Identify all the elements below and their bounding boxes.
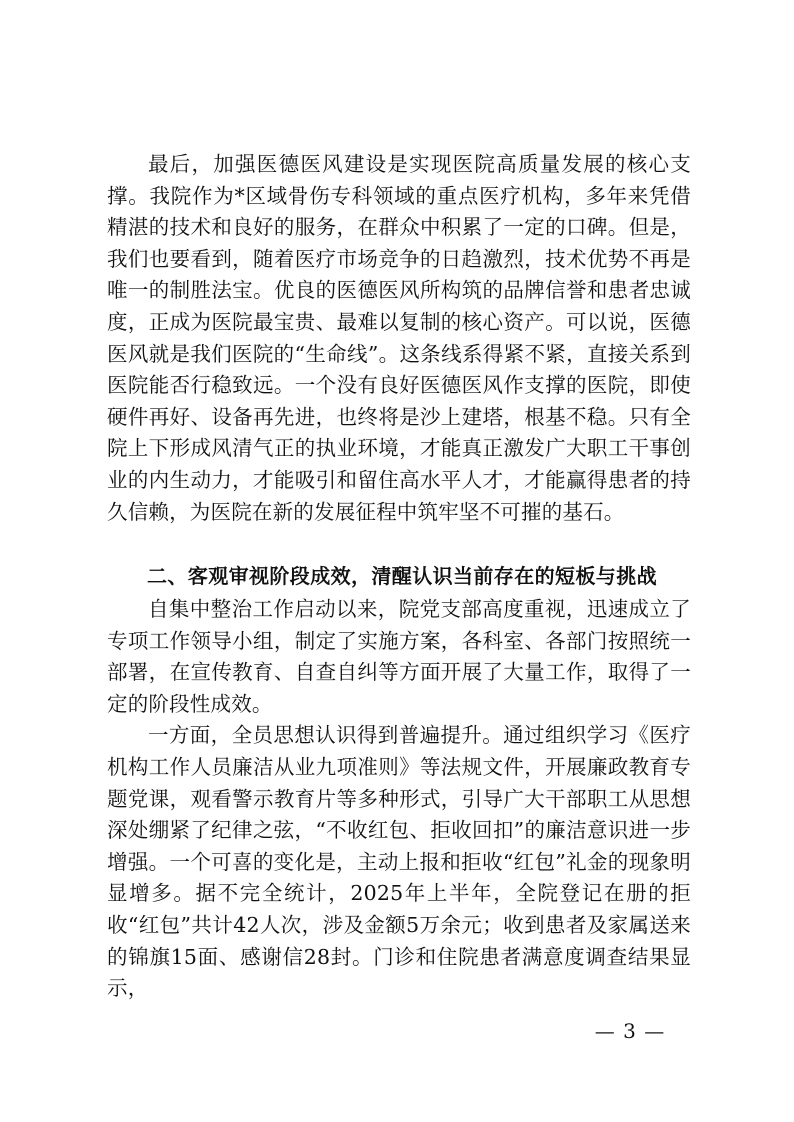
body-text-block-top	[107, 149, 691, 528]
paragraph-hospital-ethics-core-support: 最后，加强医德医风建设是实现医院高质量发展的核心支撑。我院作为*区域骨伤专科领域的重点医疗机构，多年来凭借精湛的技术和良好的服务，在群众中积累了一定的口碑。但是，我们也要看到，随着医疗市场竞争的日趋激烈，技术优势不再是唯一的制胜法宝。优良的医德医风所构筑的品牌信誉和患者忠诚度，正成为医院最宝贵、最难以复制的核心资产。可以说，医德医风就是我们医院的“生命线”。这条线系得紧不紧，直接关系到医院能否行稳致远。一个没有良好医德医风作支撑的医院，即使硬件再好、设备再先进，也终将是沙上建塔，根基不稳。只有全院上下形成风清气正的执业环境，才能真正激发广大职工干事创业的内生动力，才能吸引和留住高水平人才，才能赢得患者的持久信赖，为医院在新的发展征程中筑牢坚不可摧的基石。	[107, 152, 691, 524]
paragraph-work-launched: 自集中整治工作启动以来，院党支部高度重视，迅速成立了专项工作领导小组，制定了实施方案，各科室、各部门按照统一部署，在宣传教育、自查自纠等方面开展了大量工作，取得了一定的阶段性成效。	[107, 597, 691, 716]
page-number: — 3 —	[594, 1019, 666, 1043]
section-heading: 二、客观审视阶段成效，清醒认识当前存在的短板与挑战	[147, 564, 657, 588]
paragraph-awareness-improved: 一方面，全员思想认识得到普遍提升。通过组织学习《医疗机构工作人员廉洁从业九项准则》等法规文件，开展廉政教育专题党课，观看警示教育片等多种形式，引导广大干部职工从思想深处绷紧了纪律之弦，“不收红包、拒收回扣”的廉洁意识进一步增强。一个可喜的变化是，主动上报和拒收“红包”礼金的现象明显增多。据不完全统计，2025年上半年，全院登记在册的拒收“红包”共计42人次，涉及金额5万余元；收到患者及家属送来的锦旗15面、感谢信28封。门诊和住院患者满意度调查结果显示，	[107, 723, 691, 1001]
body-text-block-bottom	[107, 594, 691, 1005]
